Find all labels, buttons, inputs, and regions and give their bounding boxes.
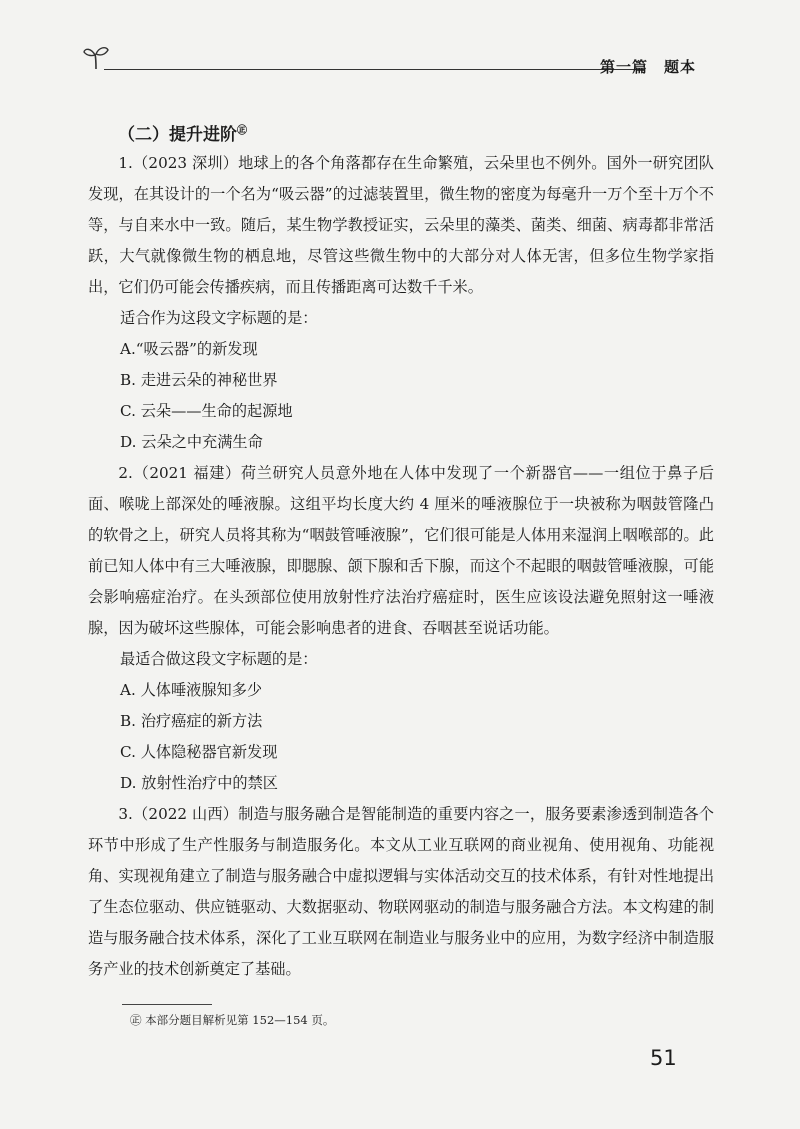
- header-rule: [104, 69, 644, 70]
- question-1-prompt: 适合作为这段文字标题的是：: [120, 309, 318, 327]
- question-2-option-c: C. 人体隐秘器官新发现: [120, 743, 278, 761]
- question-1-stem: 1.（2023 深圳）地球上的各个角落都存在生命繁殖，云朵里也不例外。国外一研究团队发现，在其设计的一个名为“吸云器”的过滤装置里，微生物的密度为每毫升一万个至十万个不等，与自来水中一致。随后，某生物学教授证实，云朵里的藻类、菌类、细菌、病毒都非常活跃，大气就像微生物的栖息地，尽管这些微生物中的大部分对人体无害，但多位生物学家指出，它们仍可能会传播疾病，而且传播距离可达数千千米。: [88, 154, 714, 296]
- footnote: ㊣ 本部分题目解析见第 152—154 页。: [130, 1013, 335, 1027]
- question-3-stem: 3.（2022 山西）制造与服务融合是智能制造的重要内容之一，服务要素渗透到制造各个环节中形成了生产性服务与制造服务化。本文从工业互联网的商业视角、使用视角、功能视角、实现视角建立了制造与服务融合中虚拟逻辑与实体活动交互的技术体系，有针对性地提出了生态位驱动、供应链驱动、大数据驱动、物联网驱动的制造与服务融合方法。本文构建的制造与服务融合技术体系，深化了工业互联网在制造业与服务业中的应用，为数字经济中制造服务产业的技术创新奠定了基础。: [88, 805, 714, 978]
- section-heading: [118, 120, 247, 145]
- sprout-icon: [82, 44, 110, 70]
- question-content: [88, 148, 714, 985]
- question-2-stem: 2.（2021 福建）荷兰研究人员意外地在人体中发现了一个新器官——一组位于鼻子后面、喉咙上部深处的唾液腺。这组平均长度大约 4 厘米的唾液腺位于一块被称为咽鼓管隆凸的软骨之上，研究人员将其称为“咽鼓管唾液腺”，它们很可能是人体用来湿润上咽喉部的。此前已知人体中有三大唾液腺，即腮腺、颌下腺和舌下腺，而这个不起眼的咽鼓管唾液腺，可能会影响癌症治疗。在头颈部位使用放射性疗法治疗癌症时，医生应该设法避免照射这一唾液腺，因为破坏这些腺体，可能会影响患者的进食、吞咽甚至说话功能。: [88, 464, 714, 637]
- question-2-option-d: D. 放射性治疗中的禁区: [120, 774, 278, 792]
- question-2-option-a: A. 人体唾液腺知多少: [120, 681, 263, 699]
- question-1-option-b: B. 走进云朵的神秘世界: [120, 371, 278, 389]
- question-1-option-c: C. 云朵——生命的起源地: [120, 402, 293, 420]
- footnote-mark-icon: ㊣: [237, 125, 247, 137]
- question-2-prompt: 最适合做这段文字标题的是：: [120, 650, 318, 668]
- footnote-rule: [122, 1004, 212, 1005]
- page-number: 51: [650, 1046, 677, 1070]
- question-1-option-a: A.“吸云器”的新发现: [120, 340, 258, 358]
- running-header: [74, 40, 696, 80]
- header-title: 第一篇 题本: [599, 58, 696, 76]
- question-2-option-b: B. 治疗癌症的新方法: [120, 712, 263, 730]
- question-1-option-d: D. 云朵之中充满生命: [120, 433, 263, 451]
- section-heading-label: （二）提升进阶: [118, 125, 237, 145]
